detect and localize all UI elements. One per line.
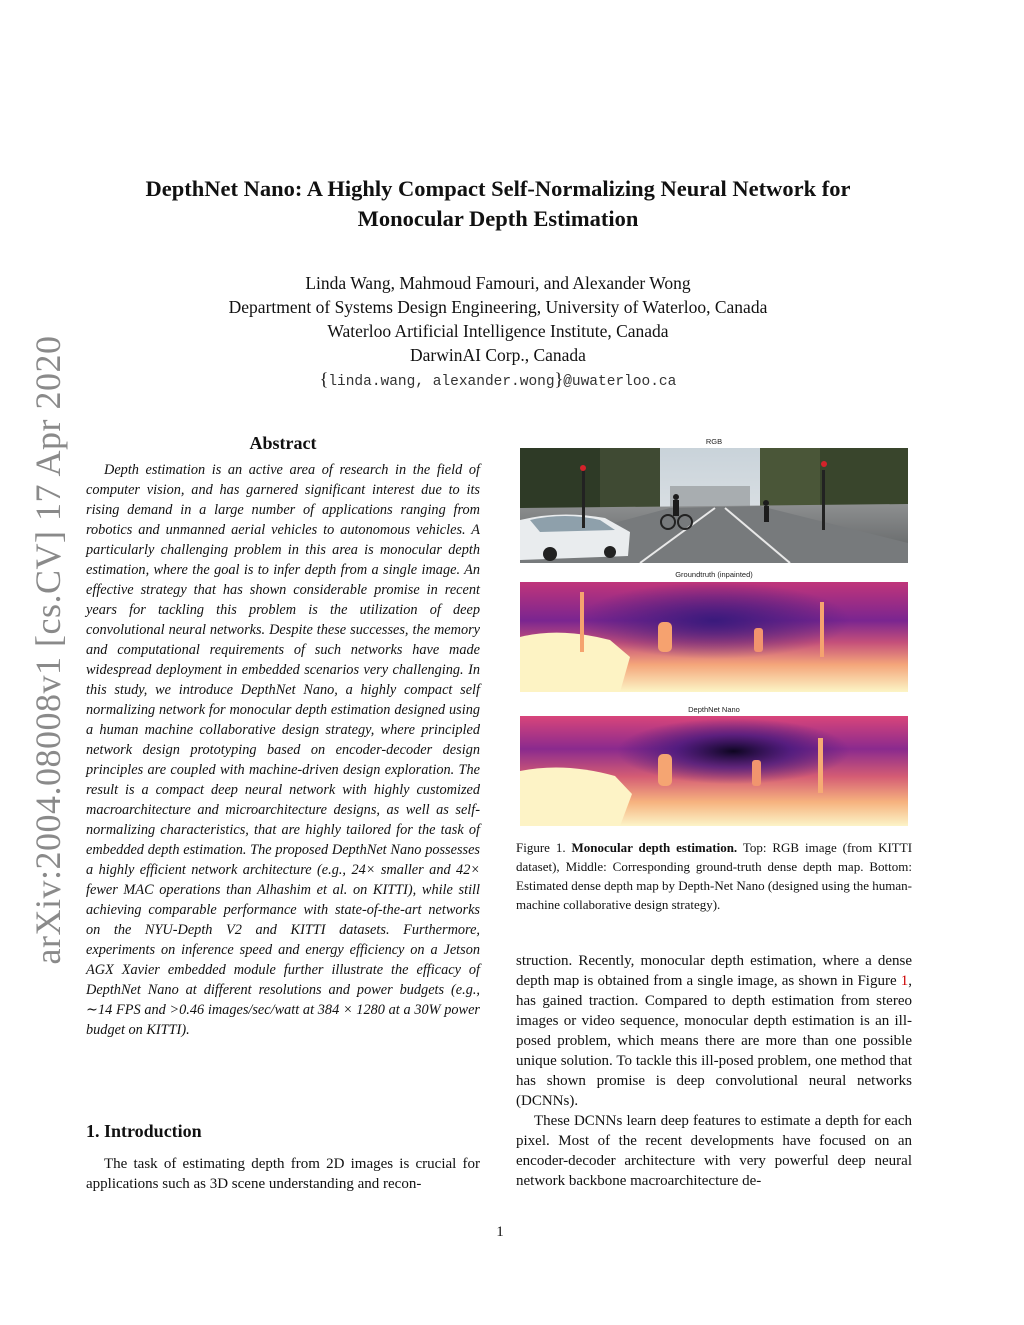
panel-prediction-label: DepthNet Nano	[688, 705, 740, 714]
affiliation-3: DarwinAI Corp., Canada	[410, 345, 586, 365]
email-users: linda.wang, alexander.wong	[328, 374, 555, 390]
paragraph-1	[516, 951, 912, 1111]
panel-groundtruth-label: Groundtruth (inpainted)	[675, 570, 753, 579]
groundtruth-depth-panel	[520, 582, 908, 692]
abstract-heading: Abstract	[249, 433, 317, 453]
title-line-1: DepthNet Nano: A Highly Compact Self-Normalizing Neural Network for	[145, 176, 851, 201]
paragraph-1-text-cont: , has gained traction. Compared to depth estimation from stereo images or video sequence, monocular depth estimation is an ill-posed problem, which means there are more than one possible unique solution. To tackle this ill-posed problem, one method that has shown promise is deep convolutional neural networks (DCNNs).	[516, 973, 912, 1109]
affiliation-1: Department of Systems Design Engineering, University of Waterloo, Canada	[228, 297, 768, 317]
paragraph-1-text: struction. Recently, monocular depth estimation, where a dense depth map is obtained from a single image, as shown in Figure	[516, 953, 912, 989]
arxiv-identifier: arXiv:2004.08008v1 [cs.CV] 17 Apr 2020	[28, 335, 68, 965]
caption-prefix: Figure 1.	[516, 840, 566, 855]
affiliation-2: Waterloo Artificial Intelligence Institute, Canada	[327, 321, 669, 341]
predicted-depth-panel	[520, 716, 908, 826]
email-brace-open: {	[319, 369, 329, 389]
paragraph-2: These DCNNs learn deep features to estimate a depth for each pixel. Most of the recent developments have focused on an encoder-decoder architecture with very powerful deep neural network backbone macroarchitecture de-	[516, 1113, 912, 1189]
title-line-2: Monocular Depth Estimation	[357, 206, 639, 231]
author-block	[100, 271, 896, 394]
caption-title: Monocular depth estimation.	[571, 840, 738, 855]
figure-1-link[interactable]: 1	[900, 973, 909, 989]
author-names: Linda Wang, Mahmoud Famouri, and Alexander Wong	[305, 273, 691, 293]
introduction-text: The task of estimating depth from 2D images is crucial for applications such as 3D scene understanding and recon-	[86, 1156, 480, 1192]
abstract-text: Depth estimation is an active area of research in the field of computer vision, and has garnered significant interest due to its rising demand in a large number of applications ranging from robotics and unmanned aerial vehicles to autonomous vehicles. A particularly challenging problem in this area is monocular depth estimation, where the goal is to infer depth from a single image. An effective strategy that has shown considerable promise in recent years for tackling this problem is the utilization of deep convolutional neural networks. Despite these successes, the memory and computational requirements of such networks have made widespread deployment in embedded scenarios very challenging. In this study, we introduce DepthNet Nano, a highly compact self normalizing network for monocular depth estimation designed using a human machine collaborative design strategy, where principled network design prototyping based on encoder-decoder design principles are coupled with machine-driven design exploration. The result is a compact deep neural network with highly customized macroarchitecture and microarchitecture designs, as well as self-normalizing characteristics, that are highly tailored for the task of embedded depth estimation. The proposed DepthNet Nano possesses a highly efficient network architecture (e.g., 24× smaller and 42× fewer MAC operations than Alhashim et al. on KITTI), while still achieving comparable performance with state-of-the-art networks on the NYU-Depth V2 and KITTI datasets. Furthermore, experiments on inference speed and energy efficiency on a Jetson AGX Xavier embedded module further illustrate the efficacy of DepthNet Nano at different resolutions and power budgets (e.g., ∼14 FPS and >0.46 images/sec/watt at 384 × 1280 at a 30W power budget on KITTI).	[86, 462, 480, 1038]
page-number: 1	[496, 1224, 504, 1240]
introduction-heading: 1. Introduction	[86, 1121, 202, 1141]
paper-title	[100, 174, 896, 234]
figure-caption	[516, 838, 912, 914]
caption-text: Top: RGB image (from KITTI dataset), Middle: Corresponding ground-truth dense depth map. Bottom: Estimated dense depth map by Depth-Net Nano (designed using the human-machine collaborative design strategy).	[516, 840, 913, 912]
author-email	[100, 367, 896, 394]
right-column-text	[516, 951, 912, 1191]
rgb-image-panel	[520, 448, 908, 563]
panel-rgb-label: RGB	[705, 437, 723, 446]
email-brace-close: }	[554, 369, 564, 389]
email-domain: @uwaterloo.ca	[563, 374, 677, 390]
arxiv-stamp	[18, 335, 78, 965]
